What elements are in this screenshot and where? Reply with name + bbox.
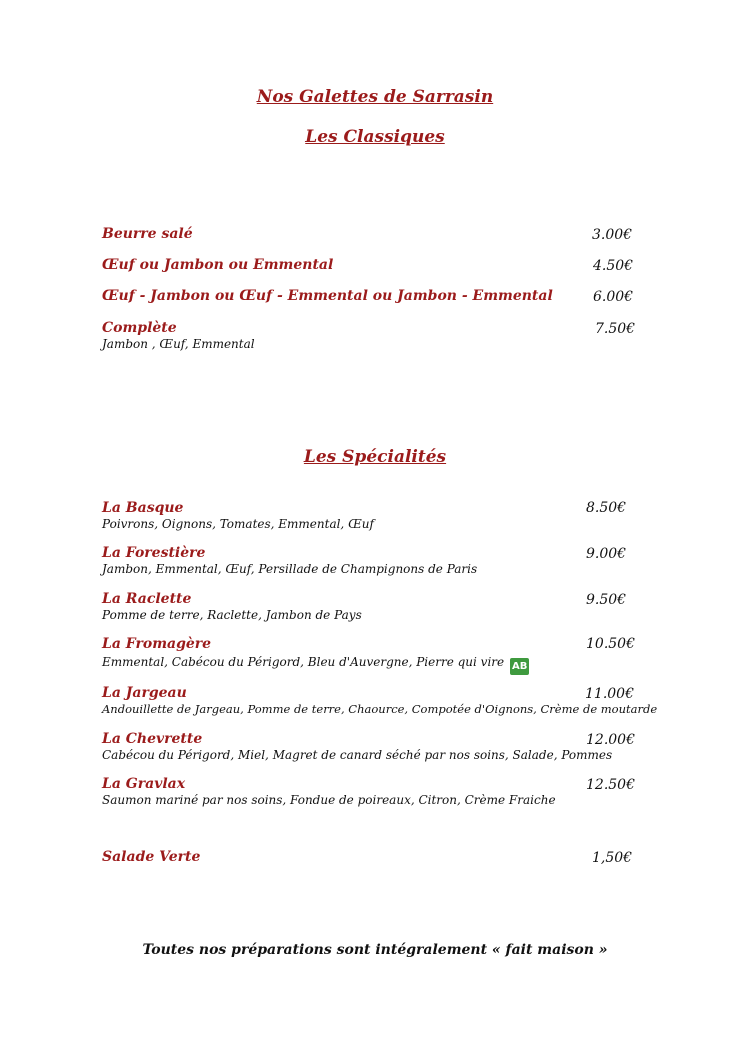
item-price: 12.50€	[586, 777, 635, 793]
item-description: Jambon, Emmental, Œuf, Persillade de Champignons de Paris	[102, 562, 478, 576]
item-name: La Forestière	[102, 545, 206, 561]
specialites-heading: Les Spécialités	[303, 447, 447, 467]
item-description: Pomme de terre, Raclette, Jambon de Pays	[102, 608, 362, 622]
item-price: 9.00€	[586, 546, 627, 562]
item-name: La Gravlax	[102, 776, 186, 792]
item-name: La Basque	[102, 500, 184, 516]
item-price: 3.00€	[592, 227, 633, 243]
item-price: 4.50€	[593, 258, 634, 274]
item-price: 1,50€	[592, 850, 633, 866]
item-description	[102, 655, 529, 675]
menu-item	[102, 731, 612, 762]
item-name: Beurre salé	[102, 226, 193, 242]
item-name: La Fromagère	[102, 636, 212, 652]
menu-item	[102, 545, 477, 576]
item-description-text: Emmental, Cabécou du Périgord, Bleu d'Auvergne, Pierre qui vire	[102, 655, 505, 669]
item-name: Œuf ou Jambon ou Emmental	[102, 257, 334, 273]
menu-item	[102, 320, 255, 351]
menu-item	[102, 591, 362, 622]
item-price: 11.00€	[585, 686, 634, 702]
menu-item	[102, 849, 200, 865]
menu-item	[102, 636, 529, 675]
menu-item	[102, 500, 374, 531]
item-description: Jambon , Œuf, Emmental	[102, 337, 255, 351]
item-price: 7.50€	[595, 321, 636, 337]
item-name: Salade Verte	[102, 849, 201, 865]
item-description: Andouillette de Jargeau, Pomme de terre, Chaource, Compotée d'Oignons, Crème de moutarde	[102, 702, 658, 716]
item-price: 6.00€	[593, 289, 634, 305]
item-price: 12.00€	[586, 732, 635, 748]
menu-item	[102, 685, 657, 716]
menu-title: Nos Galettes de Sarrasin	[256, 87, 494, 107]
item-name: La Jargeau	[102, 685, 187, 701]
item-price: 9.50€	[586, 592, 627, 608]
item-price: 8.50€	[586, 500, 627, 516]
classiques-heading: Les Classiques	[305, 127, 445, 147]
menu-item	[102, 776, 556, 807]
organic-label-icon: AB	[510, 658, 529, 675]
item-price: 10.50€	[586, 636, 635, 652]
item-name: La Raclette	[102, 591, 192, 607]
footer-note: Toutes nos préparations sont intégralement « fait maison »	[142, 942, 608, 958]
menu-item	[102, 288, 553, 304]
item-name: Complète	[102, 320, 177, 336]
item-name: La Chevrette	[102, 731, 203, 747]
item-description: Poivrons, Oignons, Tomates, Emmental, Œuf	[102, 517, 374, 531]
item-description: Saumon mariné par nos soins, Fondue de poireaux, Citron, Crème Fraiche	[102, 793, 556, 807]
item-description: Cabécou du Périgord, Miel, Magret de canard séché par nos soins, Salade, Pommes	[102, 748, 613, 762]
menu-item	[102, 226, 193, 242]
item-name: Œuf - Jambon ou Œuf - Emmental ou Jambon - Emmental	[102, 288, 553, 304]
menu-item	[102, 257, 333, 273]
